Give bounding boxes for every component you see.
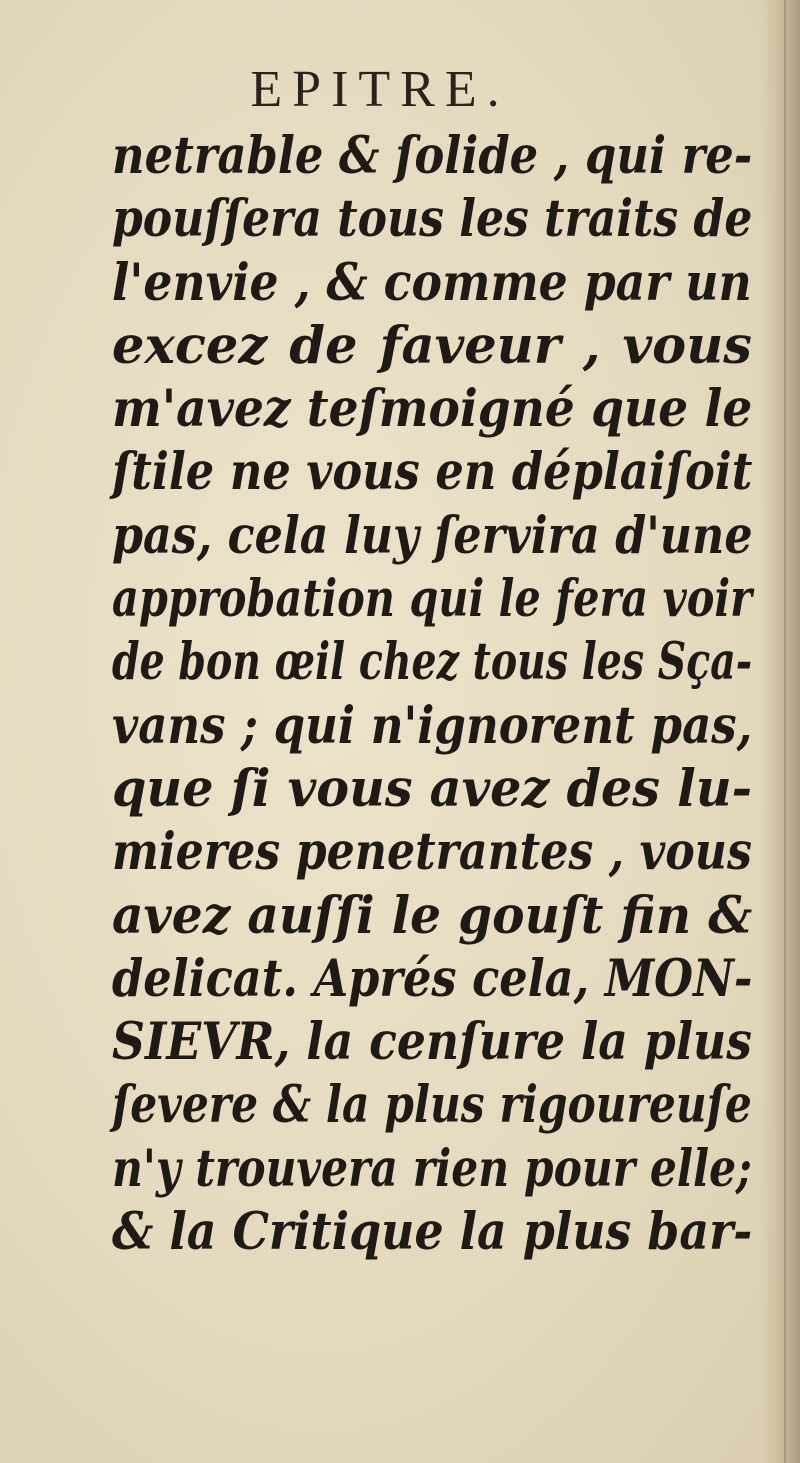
text-line: que ſi vous avez des lu-	[112, 758, 753, 819]
text-line: de bon œil chez tous les Sça-	[112, 632, 753, 693]
text-line: n'y trouvera rien pour elle;	[112, 1138, 752, 1199]
text-line: vans ; qui n'ignorent pas,	[112, 695, 753, 756]
body-text	[112, 125, 752, 1264]
text-line: netrable & ſolide , qui re-	[112, 126, 753, 186]
text-line: approbation qui le fera voir	[112, 569, 752, 630]
text-line: pas, cela luy ſervira d'une	[112, 505, 753, 566]
text-line: avez auſſi le gouſt fin &	[112, 885, 753, 946]
text-line: excez de faveur , vous	[112, 315, 752, 376]
page-gutter-shadow	[760, 0, 800, 1463]
text-line: pouſſera tous les traits de	[112, 189, 753, 250]
text-line: ſevere & la plus rigoureuſe	[112, 1075, 752, 1136]
page-edge	[784, 0, 786, 1463]
text-line: l'envie , & comme par un	[112, 252, 752, 313]
text-line: & la Critique la plus bar-	[112, 1202, 753, 1263]
text-line: mieres penetrantes , vous	[112, 822, 752, 883]
text-line: delicat. Aprés cela, MON-	[112, 948, 753, 1009]
running-header: EPITRE.	[250, 61, 510, 118]
text-line: ſtile ne vous en déplaiſoit	[112, 442, 753, 503]
text-line: SIEVR, la cenſure la plus	[112, 1012, 752, 1073]
text-line: m'avez teſmoigné que le	[112, 379, 753, 440]
